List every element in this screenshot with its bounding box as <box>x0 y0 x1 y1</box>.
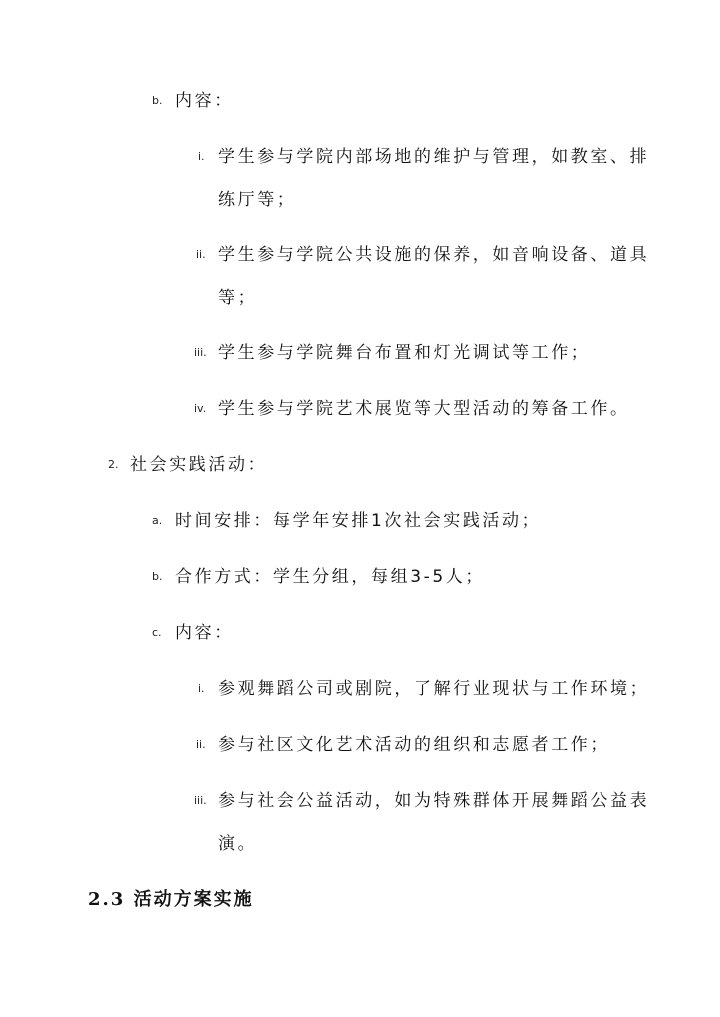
list-item-text-continued: 练厅等； <box>218 190 297 210</box>
section-heading: 2.3 活动方案实施 <box>88 889 254 910</box>
list-marker: iii. <box>194 346 207 359</box>
list-item-text: 合作方式：学生分组，每组3-5人； <box>175 567 485 587</box>
list-item-text: 参观舞蹈公司或剧院，了解行业现状与工作环境； <box>218 679 650 699</box>
list-item-text: 内容： <box>175 91 234 111</box>
list-marker: iv. <box>194 402 207 415</box>
list-item-text: 学生参与学院艺术展览等大型活动的筹备工作。 <box>218 399 630 419</box>
list-item-text: 学生参与学院内部场地的维护与管理，如教室、排 <box>218 147 650 167</box>
list-item-text: 参与社区文化艺术活动的组织和志愿者工作； <box>218 735 610 755</box>
list-marker: i. <box>198 150 205 163</box>
list-marker: iii. <box>194 794 207 807</box>
list-item-text: 学生参与学院舞台布置和灯光调试等工作； <box>218 343 591 363</box>
list-marker: 2. <box>108 458 119 471</box>
list-marker: b. <box>152 570 163 583</box>
list-item-text-continued: 演。 <box>218 834 258 854</box>
list-item-text: 社会实践活动： <box>130 455 268 475</box>
list-marker: c. <box>152 626 162 639</box>
list-item-text: 时间安排：每学年安排1次社会实践活动； <box>175 511 542 531</box>
list-marker: a. <box>152 514 163 527</box>
list-item-text: 内容： <box>175 623 234 643</box>
list-marker: b. <box>152 94 163 107</box>
list-marker: ii. <box>196 738 206 751</box>
list-marker: ii. <box>196 248 206 261</box>
list-item-text: 参与社会公益活动，如为特殊群体开展舞蹈公益表 <box>218 791 650 811</box>
list-marker: i. <box>198 682 205 695</box>
list-item-text-continued: 等； <box>218 288 258 308</box>
list-item-text: 学生参与学院公共设施的保养，如音响设备、道具 <box>218 245 650 265</box>
